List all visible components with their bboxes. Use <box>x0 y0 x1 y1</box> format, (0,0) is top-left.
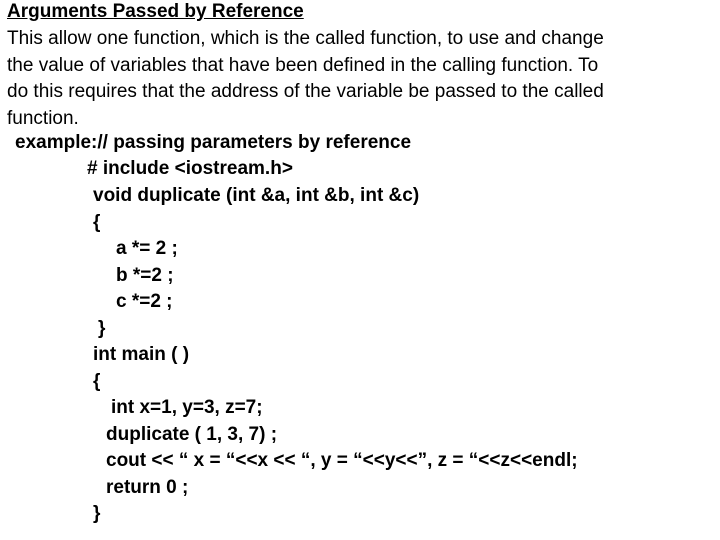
code-line-open-brace: { <box>93 212 101 233</box>
code-line-function-signature: void duplicate (int &a, int &b, int &c) <box>93 185 420 206</box>
code-line-open-brace: { <box>93 371 101 392</box>
section-title: Arguments Passed by Reference <box>7 1 304 22</box>
example-heading: example:// passing parameters by reference <box>15 132 412 153</box>
intro-paragraph <box>7 26 707 132</box>
intro-line: function. <box>7 107 79 129</box>
code-line-main-signature: int main ( ) <box>93 344 190 365</box>
intro-line: do this requires that the address of the variable be passed to the called <box>7 81 604 102</box>
intro-line: This allow one function, which is the called function, to use and change <box>7 28 604 49</box>
code-line-close-brace: } <box>93 503 101 524</box>
code-line-statement: duplicate ( 1, 3, 7) ; <box>106 424 278 445</box>
code-line-statement: cout << “ x = “<<x << “, y = “<<y<<”, z = “<<z<<endl; <box>106 450 578 471</box>
code-line-statement: b *=2 ; <box>116 265 174 286</box>
intro-line: the value of variables that have been defined in the calling function. To <box>7 54 599 76</box>
code-line-statement: int x=1, y=3, z=7; <box>111 397 263 418</box>
code-line-statement: c *=2 ; <box>116 291 173 312</box>
code-line-statement: return 0 ; <box>106 477 189 498</box>
code-line-statement: a *= 2 ; <box>116 238 178 259</box>
code-line-close-brace: } <box>98 318 106 339</box>
code-line-include: # include <iostream.h> <box>87 158 293 179</box>
